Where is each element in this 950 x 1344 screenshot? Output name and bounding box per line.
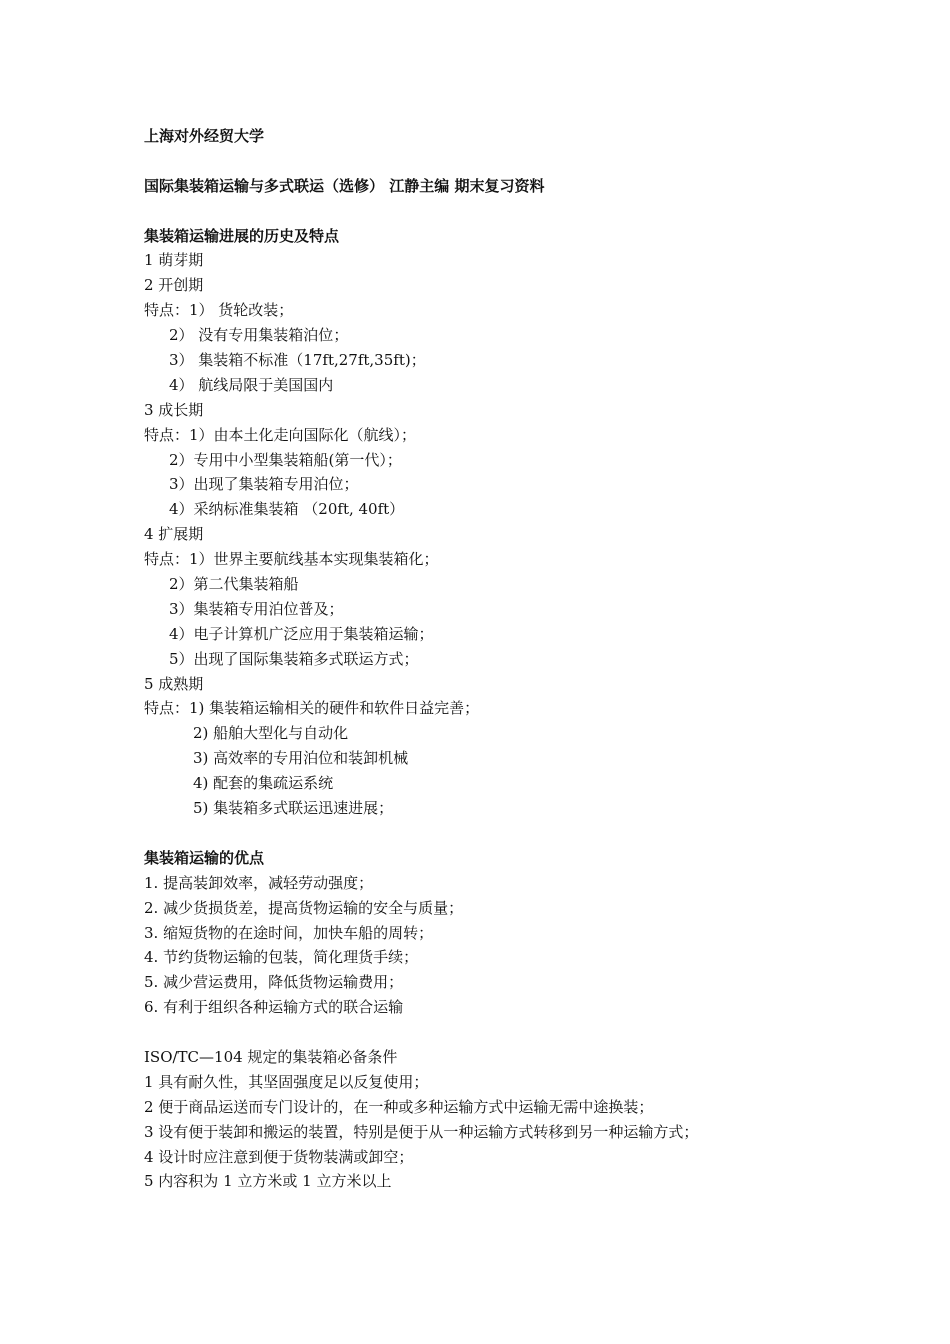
stage-2-point: 2） 没有专用集装箱泊位； <box>169 326 349 345</box>
spacer <box>144 149 844 174</box>
stage-3-point: 4）采纳标准集装箱 （20ft, 40ft） <box>169 500 405 519</box>
advantage-item: 1. 提高装卸效率，减轻劳动强度； <box>144 873 374 892</box>
stage-5-label: 5 成熟期 <box>144 674 204 693</box>
stage-3-point: 3）出现了集装箱专用泊位； <box>169 475 359 494</box>
advantage-item: 2. 减少货损货差，提高货物运输的安全与质量； <box>144 898 464 917</box>
stage-1-label: 1 萌芽期 <box>144 251 204 270</box>
stage-4-point: 2）第二代集装箱船 <box>169 575 299 594</box>
stage-4-point: 5）出现了国际集装箱多式联运方式； <box>169 649 419 668</box>
stage-4-point: 特点：1）世界主要航线基本实现集装箱化； <box>144 550 439 569</box>
course-title: 国际集装箱运输与多式联运（选修） 江静主编 期末复习资料 <box>144 176 545 195</box>
advantage-item: 6. 有利于组织各种运输方式的联合运输 <box>144 998 404 1017</box>
stage-5-point: 5) 集装箱多式联运迅速进展； <box>193 799 394 818</box>
stage-4-point: 4）电子计算机广泛应用于集装箱运输； <box>169 624 434 643</box>
stage-3-label: 3 成长期 <box>144 400 204 419</box>
iso-item: 5 内容积为 1 立方米或 1 立方米以上 <box>144 1172 392 1191</box>
advantages-heading: 集装箱运输的优点 <box>144 848 265 867</box>
advantage-item: 4. 节约货物运输的包装，简化理货手续； <box>144 948 419 967</box>
spacer <box>144 1020 844 1045</box>
stage-4-label: 4 扩展期 <box>144 525 204 544</box>
stage-4-point: 3）集装箱专用泊位普及； <box>169 599 344 618</box>
iso-item: 1 具有耐久性，其坚固强度足以反复使用； <box>144 1072 429 1091</box>
spacer <box>144 821 844 846</box>
stage-3-point: 特点：1）由本土化走向国际化（航线）； <box>144 425 417 444</box>
school-name: 上海对外经贸大学 <box>144 127 265 145</box>
spacer <box>144 199 844 224</box>
advantage-item: 5. 减少营运费用，降低货物运输费用； <box>144 973 404 992</box>
document-page <box>144 124 844 1194</box>
history-heading: 集装箱运输进展的历史及特点 <box>144 226 340 245</box>
stage-2-point: 特点：1） 货轮改装； <box>144 301 294 320</box>
iso-item: 3 设有便于装卸和搬运的装置，特别是便于从一种运输方式转移到另一种运输方式； <box>144 1122 699 1141</box>
stage-2-point: 4） 航线局限于美国国内 <box>169 375 334 394</box>
stage-3-point: 2）专用中小型集装箱船(第一代）； <box>169 450 402 469</box>
iso-item: 2 便于商品运送而专门设计的，在一种或多种运输方式中运输无需中途换装； <box>144 1097 654 1116</box>
stage-5-point: 3) 高效率的专用泊位和装卸机械 <box>193 749 409 768</box>
iso-item: 4 设计时应注意到便于货物装满或卸空； <box>144 1147 414 1166</box>
stage-2-label: 2 开创期 <box>144 276 204 295</box>
stage-2-point: 3） 集装箱不标准（17ft,27ft,35ft)； <box>169 351 426 370</box>
stage-5-point: 4) 配套的集疏运系统 <box>193 774 334 793</box>
advantage-item: 3. 缩短货物的在途时间，加快车船的周转； <box>144 923 434 942</box>
stage-5-point: 特点：1) 集装箱运输相关的硬件和软件日益完善； <box>144 699 480 718</box>
stage-5-point: 2) 船舶大型化与自动化 <box>193 724 349 743</box>
iso-heading: ISO/TC—104 规定的集装箱必备条件 <box>144 1047 398 1066</box>
